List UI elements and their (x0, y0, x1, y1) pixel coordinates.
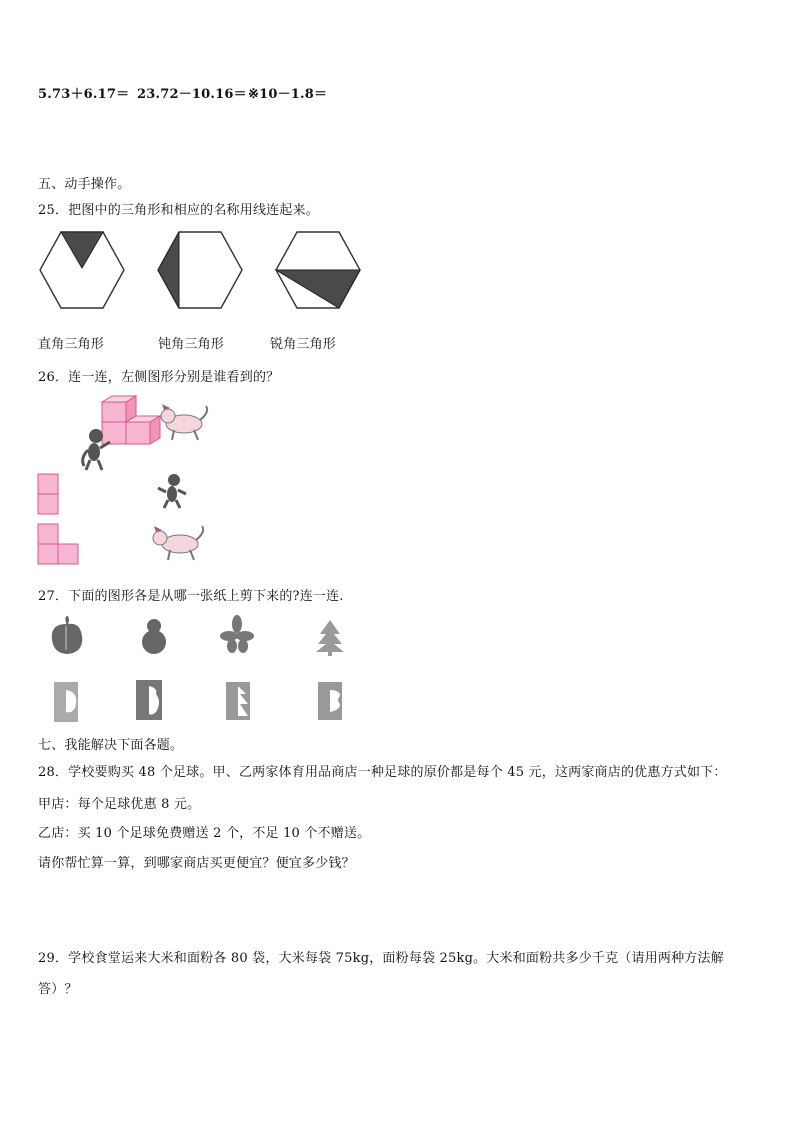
q29-line2: 答）？ (38, 982, 78, 997)
view-l-shape (38, 524, 78, 564)
q26-prompt: 26．连一连，左侧图形分别是谁看到的？ (38, 370, 280, 385)
paper-gourd (136, 680, 162, 720)
q26-figure (34, 392, 224, 572)
q25-label-acute: 锐角三角形 (270, 337, 337, 352)
acute-triangle (276, 270, 360, 308)
right-triangle (61, 232, 103, 268)
q29-line1: 29．学校食堂运来大米和面粉各 80 袋，大米每袋 75kg，面粉每袋 25kg。大米和面粉共多少千克（请用两种方法解 (38, 951, 724, 966)
q27-prompt: 27．下面的图形各是从哪一张纸上剪下来的?连一连. (38, 589, 344, 604)
hexagon-3 (276, 232, 360, 308)
q25-label-right: 直角三角形 (38, 337, 105, 352)
paper-flower (318, 682, 342, 720)
q27-figure (40, 612, 360, 728)
section7-heading: 七、我能解决下面各题。 (38, 738, 184, 753)
paper-tree (226, 682, 250, 720)
apple-cutout (52, 616, 82, 654)
q25-label-obtuse: 钝角三角形 (158, 337, 225, 352)
q28-line1: 28．学校要购买 48 个足球。甲、乙两家体育用品商店一种足球的原价都是每个 45 元，这两家商店的优惠方式如下： (38, 765, 727, 780)
gourd-cutout (142, 619, 166, 654)
cube-stack (102, 396, 160, 444)
flower-cutout (220, 615, 254, 653)
hexagon-1 (40, 232, 124, 308)
q25-hexagons (36, 228, 366, 312)
monkey-icon-2 (158, 474, 186, 508)
q28-line4: 请你帮忙算一算，到哪家商店买更便宜？便宜多少钱？ (38, 856, 355, 871)
calc-expr-2: 23.72－10.16＝ (137, 87, 247, 102)
hexagon-2 (158, 232, 242, 308)
obtuse-triangle (158, 232, 179, 308)
calc-expr-3: ※10－1.8＝ (248, 87, 328, 102)
paper-apple (54, 682, 78, 722)
dog-icon (161, 404, 207, 440)
section5-heading: 五、动手操作。 (38, 177, 131, 192)
q25-prompt: 25．把图中的三角形和相应的名称用线连起来。 (38, 203, 319, 218)
q28-line2: 甲店：每个足球优惠 8 元。 (38, 797, 201, 812)
calc-expr-1: 5.73＋6.17＝ (38, 87, 130, 102)
view-two-squares (38, 474, 58, 514)
tree-cutout (316, 620, 344, 656)
q28-line3: 乙店：买 10 个足球免费赠送 2 个，不足 10 个不赠送。 (38, 826, 371, 841)
dog-icon-2 (153, 526, 203, 560)
